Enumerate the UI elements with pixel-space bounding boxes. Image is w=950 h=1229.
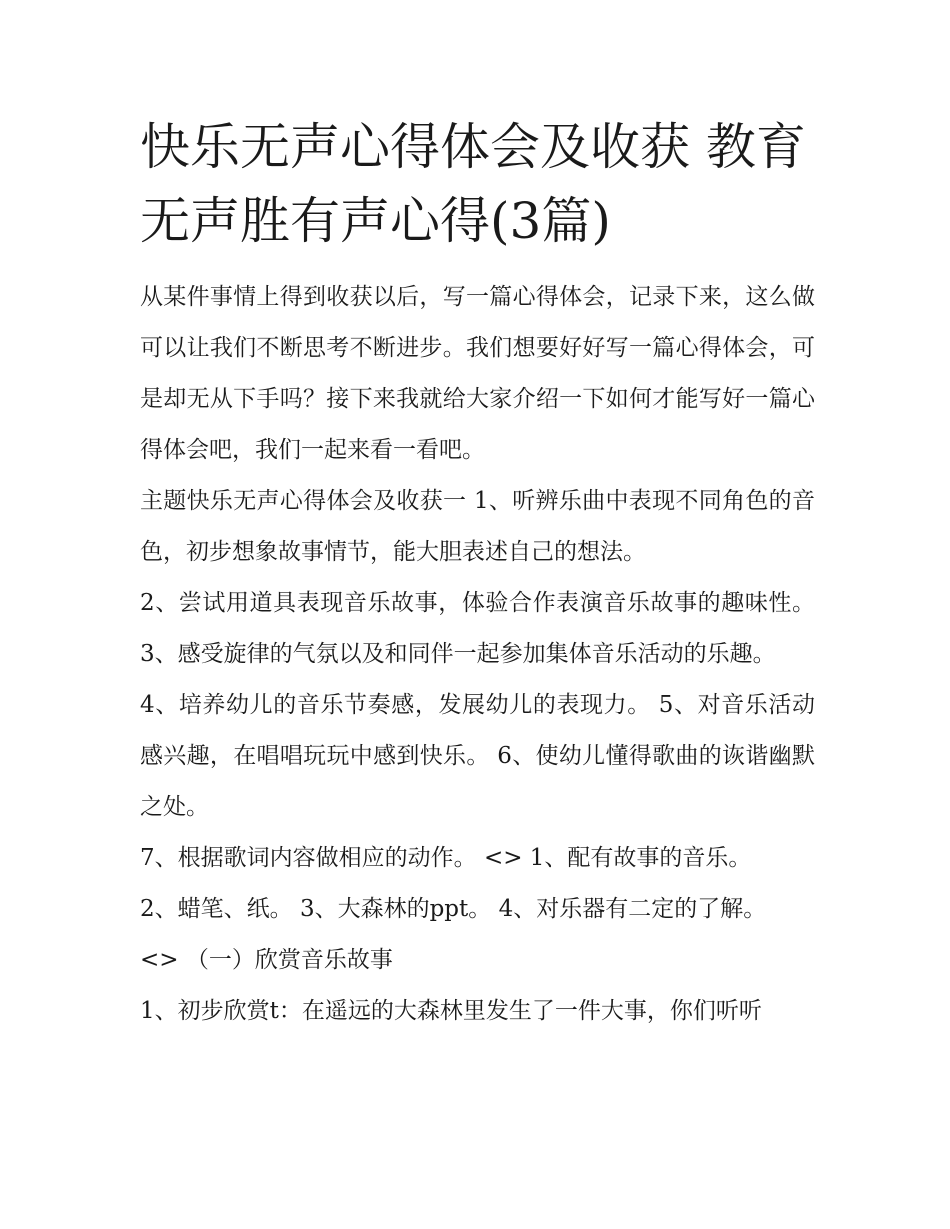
paragraph-goal-2-3: 2、尝试用道具表现音乐故事，体验合作表演音乐故事的趣味性。 3、感受旋律的气氛以及和同伴一起参加集体音乐活动的乐趣。 — [140, 590, 815, 667]
document-body — [140, 272, 815, 1037]
paragraph-goal-4-6: 4、培养幼儿的音乐节奏感，发展幼儿的表现力。 5、对音乐活动感兴趣，在唱唱玩玩中感到快乐。 6、使幼儿懂得歌曲的诙谐幽默之处。 — [140, 692, 815, 820]
document-page — [140, 110, 815, 1037]
document-title: 快乐无声心得体会及收获 教育无声胜有声心得(3篇) — [140, 118, 806, 250]
paragraph-section-heading: <> （一）欣赏音乐故事 — [140, 947, 393, 973]
paragraph-goal-1: 主题快乐无声心得体会及收获一 1、听辨乐曲中表现不同角色的音色，初步想象故事情节，能大胆表述自己的想法。 — [140, 488, 815, 565]
paragraph-intro: 从某件事情上得到收获以后，写一篇心得体会，记录下来，这么做可以让我们不断思考不断进步。我们想要好好写一篇心得体会，可是却无从下手吗？接下来我就给大家介绍一下如何才能写好一篇心得体会吧，我们一起来看一看吧。 — [140, 284, 815, 463]
paragraph-goal-7-prep-1: 7、根据歌词内容做相应的动作。 <> 1、配有故事的音乐。 — [140, 845, 752, 871]
paragraph-prep-2-4: 2、蜡笔、纸。 3、大森林的ppt。 4、对乐器有二定的了解。 — [140, 896, 767, 922]
paragraph-step-1: 1、初步欣赏t：在遥远的大森林里发生了一件大事，你们听听 — [140, 998, 762, 1024]
